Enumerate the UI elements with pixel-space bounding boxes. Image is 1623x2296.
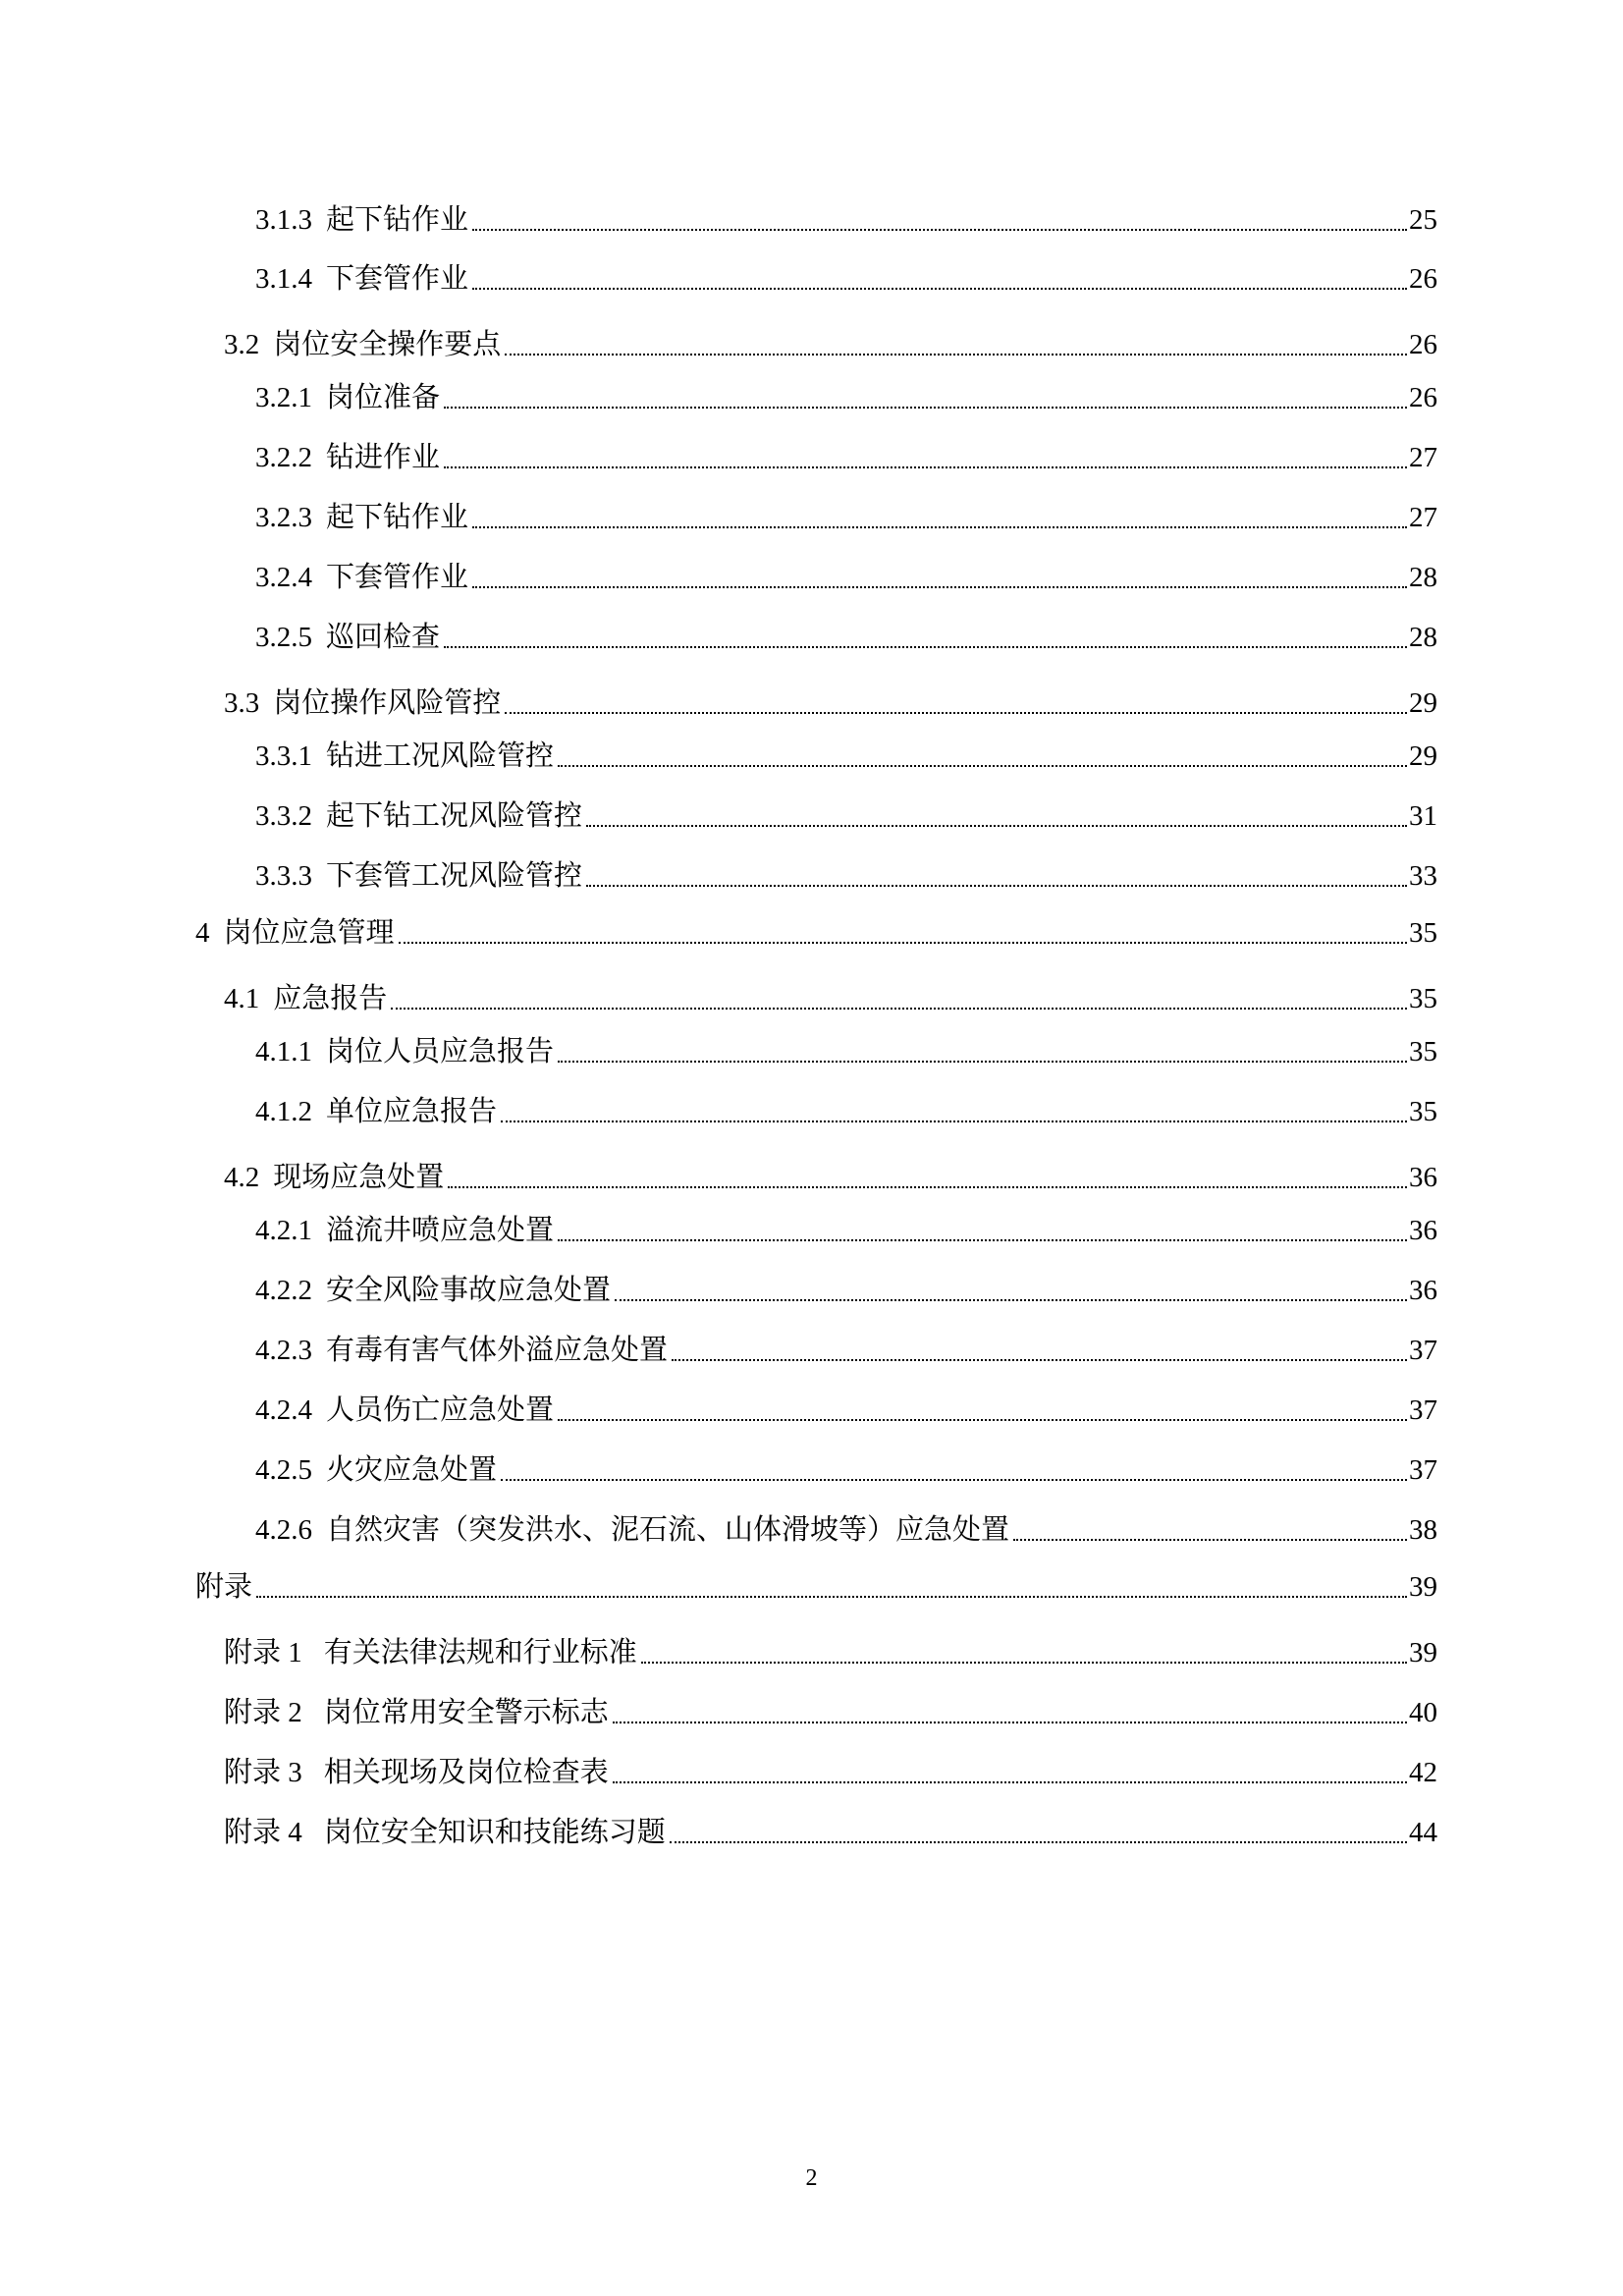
- page-number: 2: [805, 2165, 818, 2191]
- toc-entry-3-3[interactable]: [224, 680, 1437, 723]
- toc-entry-appendix-1[interactable]: [224, 1629, 1437, 1672]
- toc-entry-4-2[interactable]: [224, 1154, 1437, 1197]
- toc-entry-page: 39: [1409, 1571, 1437, 1603]
- toc-entry-page: 35: [1409, 1096, 1437, 1127]
- dot-leader: [613, 1722, 1407, 1723]
- toc-entry-number: 3.2: [224, 329, 260, 360]
- toc-entry-page: 31: [1409, 800, 1437, 832]
- toc-entry-title: 自然灾害（突发洪水、泥石流、山体滑坡等）应急处置: [326, 1514, 1010, 1546]
- toc-entry-3-2-5[interactable]: [255, 614, 1437, 657]
- toc-entry-title: 相关现场及岗位检查表: [323, 1757, 609, 1788]
- toc-entry-page: 28: [1409, 622, 1437, 653]
- dot-leader: [472, 586, 1407, 588]
- toc-entry-number: 4.2.4: [255, 1394, 312, 1426]
- toc-entry-page: 26: [1409, 263, 1437, 295]
- toc-entry-number: 3.3.2: [255, 800, 312, 832]
- toc-entry-number: 4: [195, 917, 210, 949]
- dot-leader: [472, 229, 1407, 231]
- toc-entry-number: 4.1.2: [255, 1096, 312, 1127]
- dot-leader: [1013, 1539, 1407, 1541]
- toc-entry-number: 3.2.2: [255, 442, 312, 473]
- toc-entry-3-3-3[interactable]: [255, 852, 1437, 896]
- toc-entry-number: 4.1.1: [255, 1036, 312, 1067]
- dot-leader: [444, 646, 1407, 648]
- dot-leader: [558, 1419, 1407, 1421]
- toc-entry-number: 3.2.1: [255, 382, 312, 413]
- toc-entry-3-2-3[interactable]: [255, 494, 1437, 537]
- toc-entry-4-2-3[interactable]: [255, 1327, 1437, 1370]
- toc-entry-page: 36: [1409, 1275, 1437, 1306]
- toc-entry-page: 29: [1409, 740, 1437, 772]
- toc-entry-appendix-3[interactable]: [224, 1749, 1437, 1792]
- toc-entry-title: 安全风险事故应急处置: [326, 1275, 612, 1306]
- toc-entry-4-2-5[interactable]: [255, 1447, 1437, 1490]
- toc-entry-title: 岗位应急管理: [223, 917, 395, 949]
- toc-entry-number: 附录 4: [224, 1817, 302, 1848]
- toc-entry-number: 附录 1: [224, 1637, 302, 1668]
- toc-entry-title: 有关法律法规和行业标准: [323, 1637, 637, 1668]
- toc-entry-title: 单位应急报告: [326, 1096, 498, 1127]
- toc-entry-title: 岗位人员应急报告: [326, 1036, 555, 1067]
- toc-entry-title: 起下钻作业: [326, 502, 469, 533]
- toc-entry-page: 33: [1409, 860, 1437, 892]
- toc-entry-number: 3.2.3: [255, 502, 312, 533]
- toc-entry-number: 4.2.3: [255, 1335, 312, 1366]
- toc-entry-title: 巡回检查: [326, 622, 441, 653]
- toc-entry-number: 附录 3: [224, 1757, 302, 1788]
- toc-entry-page: 35: [1409, 1036, 1437, 1067]
- dot-leader: [505, 712, 1407, 714]
- toc-entry-page: 26: [1409, 382, 1437, 413]
- toc-entry-page: 35: [1409, 917, 1437, 949]
- toc-entry-4[interactable]: [195, 909, 1437, 953]
- toc-entry-title: 岗位操作风险管控: [273, 687, 502, 719]
- dot-leader: [472, 288, 1407, 290]
- toc-entry-title: 人员伤亡应急处置: [326, 1394, 555, 1426]
- toc-entry-title: 应急报告: [273, 983, 388, 1014]
- toc-entry-appendix[interactable]: [195, 1563, 1437, 1607]
- toc-entry-3-1-3[interactable]: [255, 196, 1437, 240]
- toc-entry-page: 40: [1409, 1697, 1437, 1728]
- dot-leader: [641, 1662, 1407, 1664]
- toc-entry-3-3-2[interactable]: [255, 793, 1437, 836]
- toc-entry-3-2-2[interactable]: [255, 434, 1437, 477]
- toc-entry-3-1-4[interactable]: [255, 255, 1437, 299]
- toc-entry-number: 4.1: [224, 983, 260, 1014]
- toc-entry-page: 44: [1409, 1817, 1437, 1848]
- dot-leader: [558, 1239, 1407, 1241]
- toc-entry-3-2[interactable]: [224, 321, 1437, 364]
- toc-entry-number: 3.3: [224, 687, 260, 719]
- toc-entry-number: 4.2: [224, 1162, 260, 1193]
- dot-leader: [472, 526, 1407, 528]
- toc-entry-number: 3.2.4: [255, 562, 312, 593]
- toc-entry-title: 下套管工况风险管控: [326, 860, 583, 892]
- toc-entry-appendix-2[interactable]: [224, 1689, 1437, 1732]
- dot-leader: [615, 1299, 1407, 1301]
- toc-entry-page: 27: [1409, 502, 1437, 533]
- toc-entry-page: 28: [1409, 562, 1437, 593]
- toc-entry-page: 36: [1409, 1215, 1437, 1246]
- toc-entry-4-2-1[interactable]: [255, 1207, 1437, 1250]
- toc-entry-4-2-2[interactable]: [255, 1267, 1437, 1310]
- toc-entry-3-2-1[interactable]: [255, 374, 1437, 417]
- dot-leader: [399, 942, 1407, 944]
- toc-entry-title: 起下钻工况风险管控: [326, 800, 583, 832]
- toc-entry-page: 35: [1409, 983, 1437, 1014]
- toc-entry-page: 42: [1409, 1757, 1437, 1788]
- dot-leader: [586, 885, 1407, 887]
- dot-leader: [501, 1121, 1407, 1122]
- toc-entry-title: 岗位安全操作要点: [273, 329, 502, 360]
- toc-entry-page: 38: [1409, 1514, 1437, 1546]
- toc-entry-number: 3.2.5: [255, 622, 312, 653]
- dot-leader: [672, 1359, 1407, 1361]
- toc-entry-number: 3.1.3: [255, 204, 312, 236]
- dot-leader: [448, 1186, 1407, 1188]
- toc-entry-page: 37: [1409, 1454, 1437, 1486]
- toc-entry-3-3-1[interactable]: [255, 733, 1437, 776]
- toc-entry-title: 下套管作业: [326, 263, 469, 295]
- toc-entry-title: 下套管作业: [326, 562, 469, 593]
- toc-entry-title: 岗位安全知识和技能练习题: [323, 1817, 666, 1848]
- toc-entry-page: 26: [1409, 329, 1437, 360]
- toc-entry-title: 岗位常用安全警示标志: [323, 1697, 609, 1728]
- toc-entry-title: 钻进工况风险管控: [326, 740, 555, 772]
- dot-leader: [670, 1841, 1407, 1843]
- toc-entry-title: 钻进作业: [326, 442, 441, 473]
- toc-entry-title: 有毒有害气体外溢应急处置: [326, 1335, 669, 1366]
- toc-entry-number: 3.1.4: [255, 263, 312, 295]
- toc-entry-number: 3.3.3: [255, 860, 312, 892]
- dot-leader: [558, 765, 1407, 767]
- dot-leader: [444, 407, 1407, 409]
- dot-leader: [586, 825, 1407, 827]
- toc-entry-number: 4.2.5: [255, 1454, 312, 1486]
- toc-entry-title: 起下钻作业: [326, 204, 469, 236]
- toc-entry-title: 现场应急处置: [273, 1162, 445, 1193]
- toc-entry-title: 火灾应急处置: [326, 1454, 498, 1486]
- toc-entry-number: 附录 2: [224, 1697, 302, 1728]
- toc-entry-title: 溢流井喷应急处置: [326, 1215, 555, 1246]
- toc-entry-4-1-1[interactable]: [255, 1028, 1437, 1071]
- toc-entry-title: 岗位准备: [326, 382, 441, 413]
- toc-entry-page: 27: [1409, 442, 1437, 473]
- toc-entry-number: 3.3.1: [255, 740, 312, 772]
- toc-entry-number: 4.2.1: [255, 1215, 312, 1246]
- toc-entry-4-1[interactable]: [224, 975, 1437, 1018]
- toc-entry-title: 附录: [195, 1571, 253, 1603]
- toc-entry-4-2-4[interactable]: [255, 1387, 1437, 1430]
- dot-leader: [505, 354, 1407, 355]
- toc-entry-page: 39: [1409, 1637, 1437, 1668]
- toc-entry-3-2-4[interactable]: [255, 554, 1437, 597]
- toc-entry-appendix-4[interactable]: [224, 1809, 1437, 1852]
- dot-leader: [613, 1781, 1407, 1783]
- toc-entry-page: 25: [1409, 204, 1437, 236]
- dot-leader: [444, 466, 1407, 468]
- dot-leader: [256, 1596, 1407, 1598]
- toc-entry-number: 4.2.2: [255, 1275, 312, 1306]
- dot-leader: [558, 1061, 1407, 1063]
- toc-entry-page: 37: [1409, 1394, 1437, 1426]
- toc-entry-4-1-2[interactable]: [255, 1088, 1437, 1131]
- toc-entry-number: 4.2.6: [255, 1514, 312, 1546]
- toc-entry-page: 29: [1409, 687, 1437, 719]
- toc-entry-4-2-6[interactable]: [255, 1506, 1437, 1550]
- dot-leader: [501, 1479, 1407, 1481]
- dot-leader: [391, 1008, 1407, 1010]
- toc-entry-page: 37: [1409, 1335, 1437, 1366]
- toc-entry-page: 36: [1409, 1162, 1437, 1193]
